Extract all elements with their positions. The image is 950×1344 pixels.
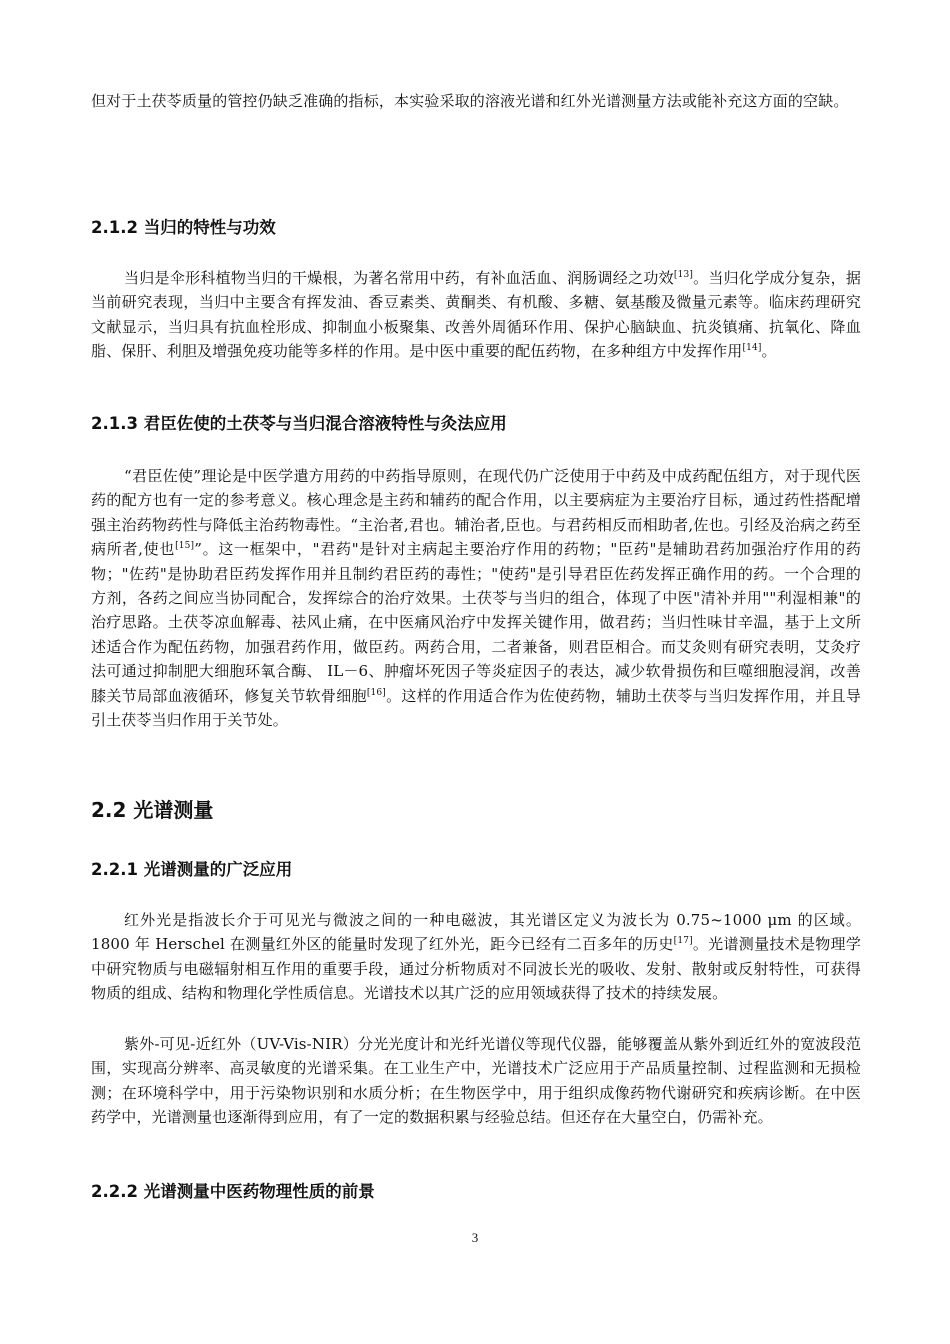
heading-text: 2.2 光谱测量 xyxy=(91,798,214,822)
citation-15: [15] xyxy=(175,541,195,552)
paragraph-text: 但对于土茯苓质量的管控仍缺乏准确的指标，本实验采取的溶液光谱和红外光谱测量方法或能补充这方面的空缺。 xyxy=(91,92,849,110)
paragraph-danggui xyxy=(91,266,861,364)
text-run: 。这样的作用适合作为佐使药物，辅助土茯苓与当归发挥作用，并且导引土茯苓当归作用于关节处。 xyxy=(91,686,862,730)
heading-text: 2.1.2 当归的特性与功效 xyxy=(91,218,276,237)
text-run: ”。这一框架中，"君药"是针对主病起主要治疗作用的药物；"臣药"是辅助君药加强治疗作用的药物；"佐药"是协助君臣药发挥作用并且制约君臣药的毒性；"使药"是引导君臣佐药发挥正确作用的药。一个合理的方剂，各药之间应当协同配合，发挥综合的治疗效果。土茯苓与当归的组合，体现了中医"清补并用""利湿相兼"的治疗思路。土茯苓凉血解毒、祛风止痛，在中医痛风治疗中发挥关键作用，做君药；当归性味甘辛温，基于上文所述适合作为配伍药物，加强君药作用，做臣药。两药合用，二者兼备，则君臣相合。而艾灸则有研究表明，艾灸疗法可通过抑制肥大细胞环氧合酶、 IL－6、肿瘤坏死因子等炎症因子的表达，减少软骨损伤和巨噬细胞浸润，改善膝关节局部血液循环，修复关节软骨细胞 xyxy=(91,540,861,705)
heading-text: 2.2.2 光谱测量中医药物理性质的前景 xyxy=(91,1182,375,1201)
paragraph-text xyxy=(91,908,861,1006)
section-heading-2-2 xyxy=(91,797,861,823)
section-heading-2-2-2 xyxy=(91,1181,861,1203)
text-run: 当归是伞形科植物当归的干燥根，为著名常用中药，有补血活血、润肠调经之功效 xyxy=(124,269,674,287)
citation-17: [17] xyxy=(673,936,693,947)
text-run: 红外光是指波长介于可见光与微波之间的一种电磁波，其光谱区定义为波长为 0.75~1000 μm 的区域。1800 年 Herschel 在测量红外区的能量时发现了红外光，距今已经有二百多年的历史 xyxy=(91,911,861,954)
citation-16: [16] xyxy=(366,687,386,698)
text-run: 。 xyxy=(761,342,777,361)
text-run: “君臣佐使”理论是中医学遣方用药的中药指导原则，在现代仍广泛使用于中药及中成药配伍组方，对于现代医药的配方也有一定的参考意义。核心理念是主药和辅药的配合作用，以主要病症为主要治疗目标，通过药性搭配增强主治药物药性与降低主治药物毒性。“主治者,君也。辅治者,臣也。与君药相反而相助者,佐也。引经及治病之药至病所者,使也 xyxy=(91,467,861,559)
paragraph-infrared xyxy=(91,908,861,1006)
section-heading-2-1-3 xyxy=(91,413,861,435)
paragraph-text xyxy=(91,464,861,732)
citation-13: [13] xyxy=(673,270,693,280)
paragraph-text xyxy=(91,266,861,364)
page-number: 3 xyxy=(471,1230,479,1245)
section-heading-2-2-1 xyxy=(91,859,861,881)
heading-text: 2.1.3 君臣佐使的土茯苓与当归混合溶液特性与灸法应用 xyxy=(91,414,507,433)
paragraph-text: 紫外-可见-近红外（UV-Vis-NIR）分光光度计和光纤光谱仪等现代仪器，能够覆盖从紫外到近红外的宽波段范围，实现高分辨率、高灵敏度的光谱采集。在工业生产中，光谱技术广泛应用于产品质量控制、过程监测和无损检测；在环境科学中，用于污染物识别和水质分析；在生物医学中，用于组织成像药物代谢研究和疾病诊断。在中医药学中，光谱测量也逐渐得到应用，有了一定的数据积累与经验总结。但还存在大量空白，仍需补充。 xyxy=(91,1035,861,1127)
heading-text: 2.2.1 光谱测量的广泛应用 xyxy=(91,860,293,879)
text-run: 。当归化学成分复杂，据当前研究表现，当归中主要含有挥发油、香豆素类、黄酮类、有机酸、多糖、氨基酸及微量元素等。临床药理研究文献显示，当归具有抗血栓形成、抑制血小板聚集、改善外周循环作用、保护心脑缺血、抗炎镇痛、抗氧化、降血脂、保肝、利胆及增强免疫功能等多样的作用。是中医中重要的配伍药物，在多种组方中发挥作用 xyxy=(91,269,862,361)
citation-14: [14] xyxy=(742,343,762,354)
paragraph-intro xyxy=(91,89,861,113)
section-heading-2-1-2 xyxy=(91,217,861,239)
paragraph-junchen xyxy=(91,464,861,732)
paragraph-uv-vis-nir xyxy=(91,1032,861,1130)
text-run: 。光谱测量技术是物理学中研究物质与电磁辐射相互作用的重要手段，通过分析物质对不同波长光的吸收、发射、散射或反射特性，可获得物质的组成、结构和物理化学性质信息。光谱技术以其广泛的应用领域获得了技术的持续发展。 xyxy=(91,935,862,1003)
